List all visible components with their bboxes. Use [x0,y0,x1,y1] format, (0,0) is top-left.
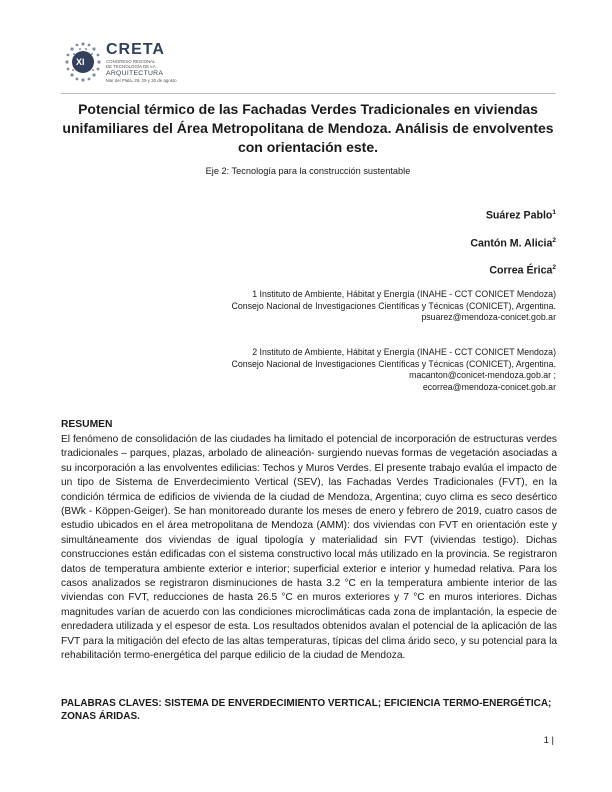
thematic-axis: Eje 2: Tecnología para la construcción sustentable [205,166,411,176]
author [486,209,556,222]
header-divider [61,93,556,94]
logo-dates: Mar del Plata, 28, 29 y 30 de agosto [106,77,177,83]
affiliation-2 [232,347,557,393]
logo-edition-number: XI [76,57,85,67]
affiliation-line: 2 Instituto de Ambiente, Hábitat y Energía (INAHE - CCT CONICET Mendoza) [252,347,556,357]
abstract-heading: RESUMEN [61,419,113,430]
affiliation-line: Consejo Nacional de Investigaciones Científicas y Técnicas (CONICET), Argentina. [231,358,556,369]
author-name: Suárez Pablo [485,209,553,222]
page-number: 1 | [543,735,554,746]
affiliation-email: psuarez@mendoza-conicet.gob.ar [421,312,556,322]
logo-sub-line: DE TECNOLOGÍA DE LA [106,64,156,70]
logo-sub-line: CONGRESO REGIONAL [106,59,156,64]
author [489,264,556,277]
logo-subtitle [106,59,186,83]
author-affil-mark: 2 [552,264,556,271]
affiliation-email: macanton@conicet-mendoza.gob.ar ; [409,370,556,380]
author-name: Correa Érica [489,264,553,277]
affiliation-line: Consejo Nacional de Investigaciones Científicas y Técnicas (CONICET), Argentina. [231,300,556,311]
paper-title: Potencial térmico de las Fachadas Verdes Tradicionales en viviendas unifamiliares del Área Metropolitana de Mendoza. Análisis de envolventes con orientación este. [62,101,554,155]
author-affil-mark: 1 [552,209,556,216]
author-affil-mark: 2 [552,237,556,244]
abstract-body [61,433,557,664]
keywords: PALABRAS CLAVES: SISTEMA DE ENVERDECIMIENTO VERTICAL; EFICIENCIA TERMO-ENERGÉTICA; ZONAS ÁRIDAS. [61,698,552,723]
creta-logo [62,40,182,88]
logo-sub-line: ARQUITECTURA [106,69,164,77]
author-name: Cantón M. Alicia [470,237,553,250]
logo-name: CRETA [106,41,165,58]
affiliation-email: ecorrea@mendoza-conicet.gob.ar [422,381,556,392]
abstract-paragraph: El fenómeno de consolidación de las ciudades ha limitado el potencial de incorporación de estructuras verdes tradicionales – parques, plazas, arbolado de alineación- surgiendo nuevas formas de vegetación asociadas a su incorporación a las envolventes edilicias: Techos y Muros Verdes. El presente trabajo evalúa el impacto de un tipo de Sistema de Enverdecimiento Vertical (SEV), las Fachadas Verdes Tradicionales (FVT), en la condición térmica de edificios de vivienda de la ciudad de Mendoza, Argentina; cuyo clima es seco desértico (BWk - Köppen-Geiger). Se han monitoreado durante los meses de enero y febrero de 2019, cuatro casos de estudio ubicados en el área metropolitana de Mendoza (AMM): dos viviendas con FVT en orientación este y simultáneamente dos viviendas de igual tipología y materialidad sin FVT (viviendas testigo). Dichas construcciones están edificadas con el sistema constructivo local más utilizado en la provincia. Se registraron datos de temperatura ambiente exterior e interior; superficial exterior e interior y humedad relativa. Para los casos analizados se registraron disminuciones de hasta 3.2 °C en la temperatura ambiente interior de las viviendas con FVT, reducciones de hasta 26.5 °C en muros exteriores y 7 °C en muros interiores. Dichas magnitudes varían de acuerdo con las condiciones microclimáticas cada zona de implantación, la especie de enredadera utilizada y el espesor de esta. Los resultados obtenidos avalan el potencial de la aplicación de las FVT para la mitigación del efecto de las altas temperaturas, típicas del clima árido seco, y su potencial para la rehabilitación termo-energética del parque edilicio de la ciudad de Mendoza. [61,434,557,662]
affiliation-1 [232,289,557,324]
affiliation-line: 1 Instituto de Ambiente, Hábitat y Energía (INAHE - CCT CONICET Mendoza) [252,289,556,299]
author [470,237,556,250]
